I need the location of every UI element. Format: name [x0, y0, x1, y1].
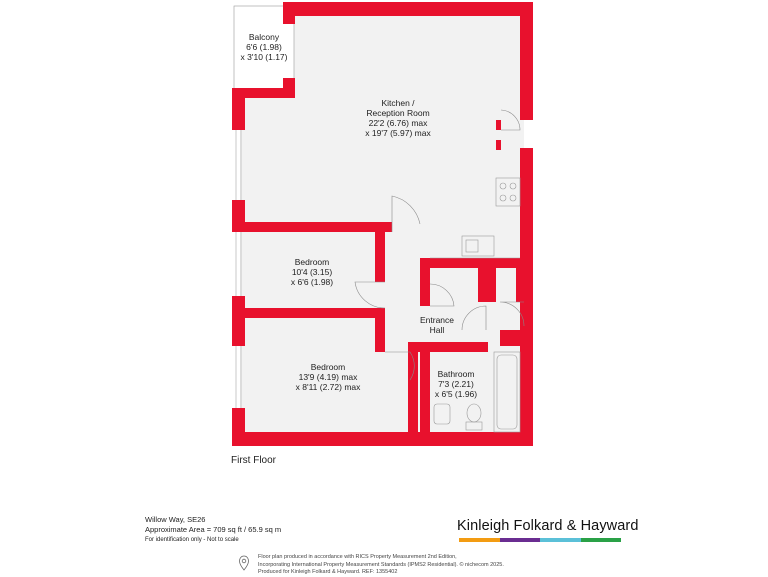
address-line: Willow Way, SE26 — [145, 515, 206, 524]
brand-color-bar — [459, 538, 621, 542]
bedroom2-width: 13'9 (4.19) max — [298, 372, 358, 382]
room-label-bedroom-1 — [291, 257, 333, 287]
balcony-name: Balcony — [248, 32, 280, 42]
brand-bar-orange — [459, 538, 500, 542]
brand-bar-green — [581, 538, 622, 542]
bedroom1-width: 10'4 (3.15) — [291, 267, 333, 277]
disclaimer-line: Floor plan produced in accordance with RICS Property Measurement 2nd Edition, — [258, 554, 457, 560]
disclaimer-line: Incorporating International Property Measurement Standards (IPMS2 Residential). © nichecom 2025. — [258, 561, 504, 568]
identification-note: For identification only - Not to scale — [145, 537, 239, 543]
kitchen-width: 22'2 (6.76) max — [368, 118, 428, 128]
kitchen-depth: x 19'7 (5.97) max — [365, 128, 431, 138]
brand-bar-cyan — [540, 538, 581, 542]
bathroom-name: Bathroom — [437, 369, 475, 379]
hall-name-2: Hall — [429, 325, 445, 335]
area-line: Approximate Area = 709 sq ft / 65.9 sq m — [145, 525, 282, 534]
disclaimer-line: Produced for Kinleigh Folkard & Hayward. REF: 1355402 — [258, 569, 398, 575]
room-label-bathroom — [435, 369, 477, 399]
floor-name: First Floor — [231, 455, 276, 466]
bedroom2-name: Bedroom — [310, 362, 346, 372]
bathroom-depth: x 6'5 (1.96) — [434, 389, 478, 399]
kitchen-name-1: Kitchen / — [381, 98, 415, 108]
balcony-depth: x 3'10 (1.17) — [240, 52, 288, 62]
address-block — [145, 515, 281, 545]
bathroom-width: 7'3 (2.21) — [438, 379, 474, 389]
kitchen-name-2: Reception Room — [366, 108, 430, 118]
balcony-width: 6'6 (1.98) — [246, 42, 282, 52]
brand-name: Kinleigh Folkard & Hayward — [457, 518, 639, 534]
bedroom1-name: Bedroom — [294, 257, 330, 267]
hall-name-1: Entrance — [419, 315, 455, 325]
bedroom2-depth: x 8'11 (2.72) max — [295, 382, 361, 392]
disclaimer — [258, 554, 504, 577]
location-pin-icon — [238, 555, 250, 571]
bedroom1-depth: x 6'6 (1.98) — [290, 277, 334, 287]
brand-bar-purple — [500, 538, 541, 542]
